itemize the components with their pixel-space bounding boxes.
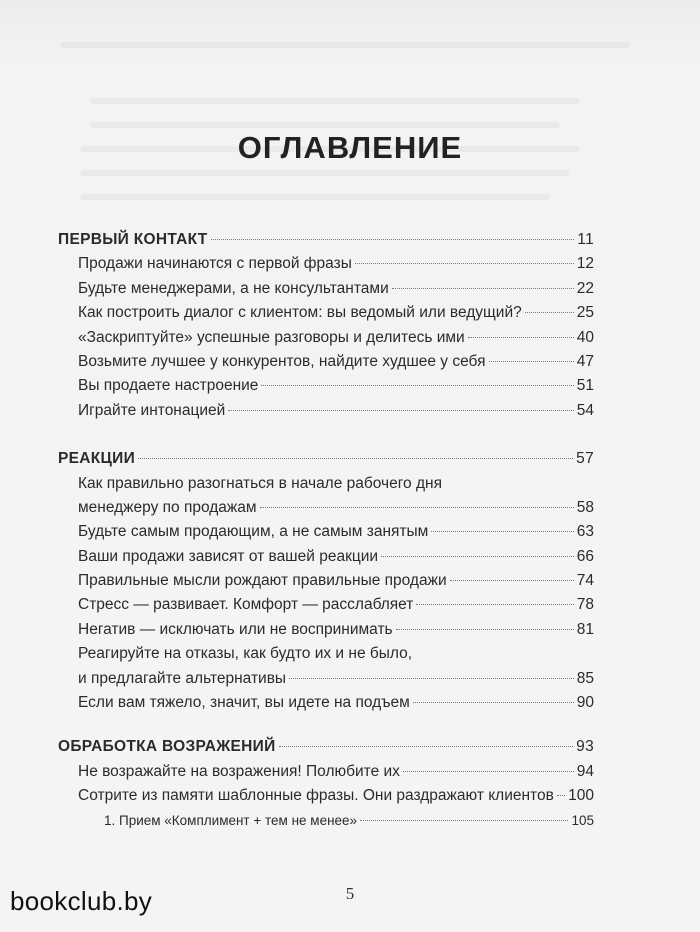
page-ref: 40 [576,328,594,346]
entry-title-line1: Как правильно разогнаться в начале рабочего дня [78,474,442,492]
page-ref: 105 [571,812,594,828]
toc-entry[interactable] [58,326,594,350]
entry-title: Правильные мысли рождают правильные продажи [78,572,447,590]
page-ref: 57 [576,450,594,468]
toc-entry[interactable] [58,520,594,544]
page-ref: 12 [576,255,594,273]
leader-dots [138,458,573,459]
entry-title: «Заскриптуйте» успешные разговоры и делитесь ими [78,328,465,346]
toc-entry[interactable] [58,618,594,642]
entry-title: Будьте самым продающим, а не самым занятым [78,523,429,541]
entry-title: Сотрите из памяти шаблонные фразы. Они раздражают клиентов [78,787,554,805]
toc-section[interactable] [58,447,594,471]
entry-title: менеджеру по продажам [78,498,257,516]
entry-title: Продажи начинаются с первой фразы [78,255,352,273]
toc-section[interactable] [58,735,594,759]
leader-dots [211,239,575,240]
leader-dots [489,361,574,362]
toc-entry[interactable] [58,277,594,301]
entry-title: Играйте интонацией [78,401,226,419]
entry-title: Возьмите лучшее у конкурентов, найдите худшее у себя [78,352,486,370]
section-title: ПЕРВЫЙ КОНТАКТ [58,231,208,248]
page-ref: 11 [577,231,594,248]
leader-dots [228,410,573,411]
page-ref: 22 [576,279,594,297]
toc-section[interactable] [58,228,594,252]
page-ref: 66 [576,547,594,565]
toc-entry[interactable] [58,545,594,569]
table-of-contents [58,228,594,833]
leader-dots [392,288,574,289]
leader-dots [381,556,574,557]
page-ref: 54 [576,401,594,419]
toc-entry[interactable] [58,667,594,691]
leader-dots [360,820,568,821]
page-ref: 94 [576,762,594,780]
section-gap [58,715,594,735]
show-through-line [60,42,630,48]
leader-dots [260,507,574,508]
page-ref: 81 [576,620,594,638]
toc-entry[interactable] [58,784,594,808]
toc-entry-line1[interactable] [58,472,594,496]
leader-dots [355,263,574,264]
toc-entry[interactable] [58,593,594,617]
page-ref: 47 [576,352,594,370]
page-ref: 100 [568,787,594,805]
page-ref: 74 [576,572,594,590]
toc-entry[interactable] [58,252,594,276]
toc-entry[interactable] [58,691,594,715]
leader-dots [261,385,573,386]
page-title: ОГЛАВЛЕНИЕ [237,130,463,165]
show-through-line [90,98,580,104]
section-title: ОБРАБОТКА ВОЗРАЖЕНИЙ [58,738,276,756]
entry-title: Ваши продажи зависят от вашей реакции [78,547,379,565]
page-number: 5 [345,884,355,903]
page-ref: 90 [576,694,594,712]
leader-dots [289,678,574,679]
page-ref: 93 [576,738,594,756]
toc-entry[interactable] [58,496,594,520]
page-ref: 78 [576,596,594,614]
leader-dots [557,795,565,796]
section-title: РЕАКЦИИ [58,450,136,468]
show-through-line [90,122,560,128]
toc-entry[interactable] [58,301,594,325]
entry-title: и предлагайте альтернативы [78,669,287,687]
toc-entry[interactable] [58,569,594,593]
leader-dots [416,604,573,605]
page-ref: 63 [576,523,594,541]
entry-title: Вы продаете настроение [78,377,259,395]
section-gap [58,423,594,447]
entry-title: Стресс — развивает. Комфорт — расслабляет [78,596,414,614]
entry-title: Будьте менеджерами, а не консультантами [78,279,389,297]
entry-title: 1. Прием «Комплимент + тем не менее» [104,812,358,828]
show-through-line [80,170,570,176]
toc-entry[interactable] [58,399,594,423]
toc-entry-line1[interactable] [58,642,594,666]
toc-entry[interactable] [58,350,594,374]
page-ref: 85 [576,669,594,687]
leader-dots [279,746,574,747]
leader-dots [468,337,574,338]
page-ref: 58 [576,498,594,516]
leader-dots [525,312,574,313]
entry-title-line1: Реагируйте на отказы, как будто их и не было, [78,645,413,663]
entry-title: Негатив — исключать или не воспринимать [78,620,393,638]
entry-title: Не возражайте на возражения! Полюбите их [78,762,400,780]
leader-dots [403,771,574,772]
leader-dots [431,531,573,532]
leader-dots [413,702,574,703]
entry-title: Если вам тяжело, значит, вы идете на подъем [78,694,410,712]
toc-entry[interactable] [58,760,594,784]
entry-title: Как построить диалог с клиентом: вы ведомый или ведущий? [78,304,522,322]
toc-subentry[interactable] [58,809,594,833]
watermark: bookclub.by [10,886,153,916]
leader-dots [450,580,574,581]
show-through-line [80,194,550,200]
page-ref: 51 [576,377,594,395]
leader-dots [396,629,574,630]
page-ref: 25 [576,304,594,322]
toc-entry[interactable] [58,374,594,398]
